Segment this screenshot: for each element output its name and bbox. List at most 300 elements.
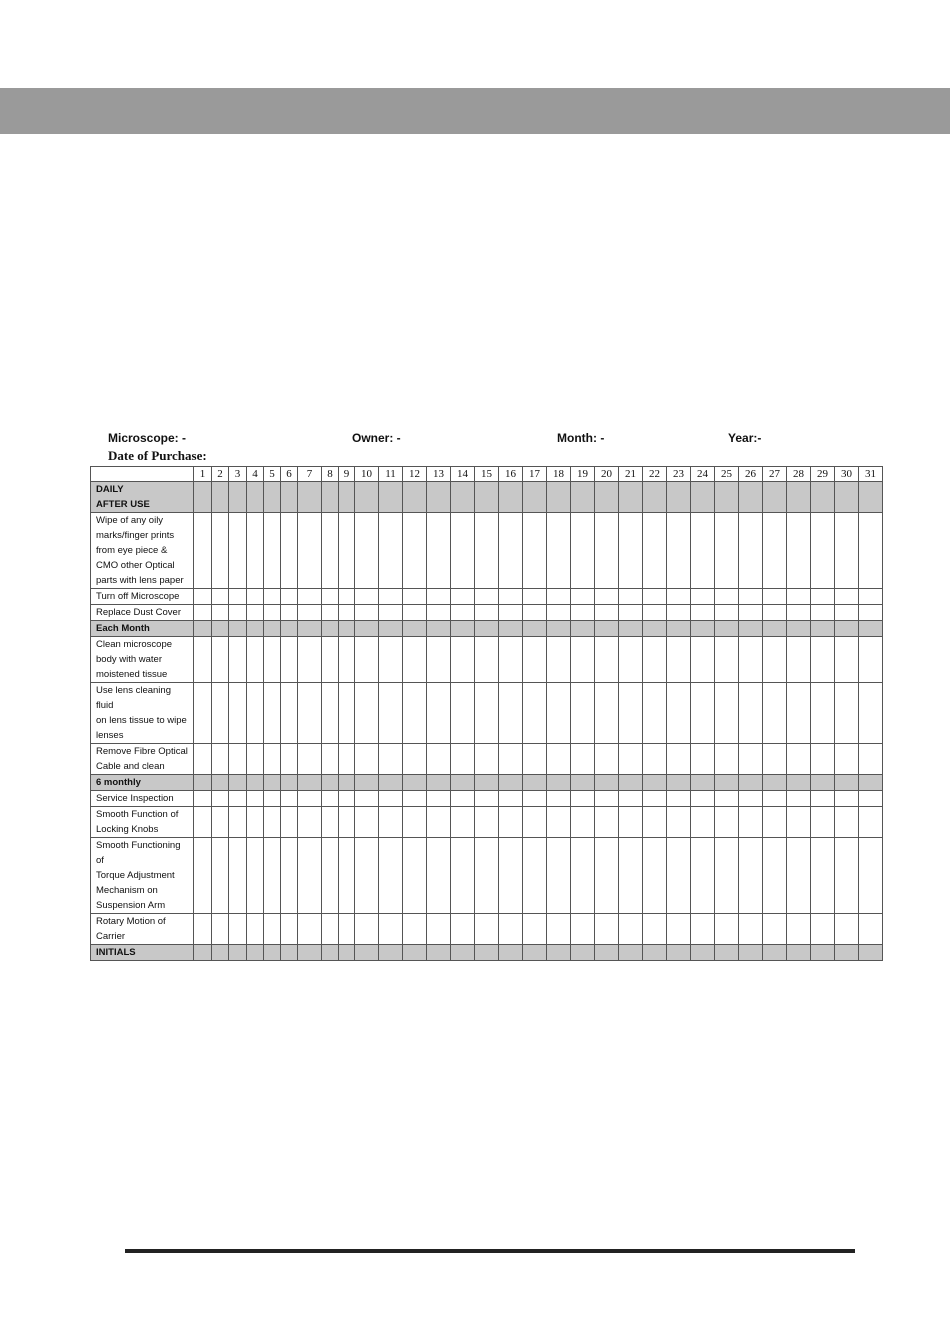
- check-cell[interactable]: [264, 513, 281, 589]
- check-cell[interactable]: [691, 589, 715, 605]
- check-cell[interactable]: [339, 683, 355, 744]
- check-cell[interactable]: [427, 914, 451, 945]
- check-cell[interactable]: [667, 683, 691, 744]
- check-cell[interactable]: [523, 683, 547, 744]
- check-cell[interactable]: [403, 838, 427, 914]
- check-cell[interactable]: [194, 807, 212, 838]
- check-cell[interactable]: [595, 838, 619, 914]
- check-cell[interactable]: [811, 683, 835, 744]
- check-cell[interactable]: [499, 838, 523, 914]
- check-cell[interactable]: [229, 838, 247, 914]
- check-cell[interactable]: [811, 838, 835, 914]
- check-cell[interactable]: [715, 605, 739, 621]
- check-cell[interactable]: [715, 791, 739, 807]
- check-cell[interactable]: [547, 605, 571, 621]
- check-cell[interactable]: [763, 683, 787, 744]
- check-cell[interactable]: [571, 914, 595, 945]
- check-cell[interactable]: [595, 513, 619, 589]
- check-cell[interactable]: [499, 513, 523, 589]
- check-cell[interactable]: [763, 605, 787, 621]
- check-cell[interactable]: [715, 914, 739, 945]
- check-cell[interactable]: [298, 589, 322, 605]
- check-cell[interactable]: [571, 513, 595, 589]
- check-cell[interactable]: [571, 807, 595, 838]
- check-cell[interactable]: [811, 807, 835, 838]
- check-cell[interactable]: [715, 513, 739, 589]
- check-cell[interactable]: [339, 589, 355, 605]
- check-cell[interactable]: [787, 838, 811, 914]
- check-cell[interactable]: [547, 807, 571, 838]
- check-cell[interactable]: [739, 744, 763, 775]
- check-cell[interactable]: [355, 637, 379, 683]
- check-cell[interactable]: [499, 791, 523, 807]
- check-cell[interactable]: [247, 807, 264, 838]
- check-cell[interactable]: [643, 683, 667, 744]
- check-cell[interactable]: [859, 637, 883, 683]
- check-cell[interactable]: [403, 791, 427, 807]
- check-cell[interactable]: [379, 791, 403, 807]
- check-cell[interactable]: [339, 914, 355, 945]
- check-cell[interactable]: [499, 683, 523, 744]
- check-cell[interactable]: [643, 791, 667, 807]
- check-cell[interactable]: [427, 589, 451, 605]
- check-cell[interactable]: [739, 838, 763, 914]
- check-cell[interactable]: [451, 744, 475, 775]
- check-cell[interactable]: [811, 791, 835, 807]
- check-cell[interactable]: [499, 914, 523, 945]
- check-cell[interactable]: [547, 791, 571, 807]
- check-cell[interactable]: [643, 807, 667, 838]
- check-cell[interactable]: [667, 807, 691, 838]
- check-cell[interactable]: [715, 744, 739, 775]
- check-cell[interactable]: [499, 589, 523, 605]
- check-cell[interactable]: [475, 683, 499, 744]
- check-cell[interactable]: [715, 589, 739, 605]
- check-cell[interactable]: [264, 791, 281, 807]
- check-cell[interactable]: [212, 637, 229, 683]
- check-cell[interactable]: [339, 791, 355, 807]
- check-cell[interactable]: [499, 637, 523, 683]
- check-cell[interactable]: [643, 605, 667, 621]
- check-cell[interactable]: [247, 605, 264, 621]
- check-cell[interactable]: [619, 791, 643, 807]
- check-cell[interactable]: [859, 791, 883, 807]
- check-cell[interactable]: [427, 637, 451, 683]
- check-cell[interactable]: [264, 807, 281, 838]
- check-cell[interactable]: [691, 605, 715, 621]
- check-cell[interactable]: [763, 589, 787, 605]
- check-cell[interactable]: [229, 791, 247, 807]
- check-cell[interactable]: [547, 914, 571, 945]
- check-cell[interactable]: [475, 605, 499, 621]
- check-cell[interactable]: [571, 744, 595, 775]
- check-cell[interactable]: [523, 807, 547, 838]
- check-cell[interactable]: [247, 914, 264, 945]
- check-cell[interactable]: [229, 513, 247, 589]
- check-cell[interactable]: [194, 914, 212, 945]
- check-cell[interactable]: [379, 914, 403, 945]
- check-cell[interactable]: [523, 791, 547, 807]
- check-cell[interactable]: [403, 683, 427, 744]
- check-cell[interactable]: [763, 791, 787, 807]
- check-cell[interactable]: [547, 744, 571, 775]
- check-cell[interactable]: [859, 589, 883, 605]
- check-cell[interactable]: [811, 513, 835, 589]
- check-cell[interactable]: [859, 807, 883, 838]
- check-cell[interactable]: [475, 838, 499, 914]
- check-cell[interactable]: [475, 791, 499, 807]
- check-cell[interactable]: [355, 513, 379, 589]
- check-cell[interactable]: [247, 589, 264, 605]
- check-cell[interactable]: [643, 637, 667, 683]
- check-cell[interactable]: [322, 838, 339, 914]
- check-cell[interactable]: [298, 605, 322, 621]
- check-cell[interactable]: [787, 791, 811, 807]
- check-cell[interactable]: [739, 807, 763, 838]
- check-cell[interactable]: [229, 744, 247, 775]
- check-cell[interactable]: [229, 683, 247, 744]
- check-cell[interactable]: [619, 914, 643, 945]
- check-cell[interactable]: [264, 637, 281, 683]
- check-cell[interactable]: [264, 914, 281, 945]
- check-cell[interactable]: [451, 637, 475, 683]
- check-cell[interactable]: [322, 683, 339, 744]
- check-cell[interactable]: [247, 838, 264, 914]
- check-cell[interactable]: [547, 838, 571, 914]
- check-cell[interactable]: [379, 744, 403, 775]
- check-cell[interactable]: [859, 605, 883, 621]
- check-cell[interactable]: [763, 637, 787, 683]
- check-cell[interactable]: [523, 838, 547, 914]
- check-cell[interactable]: [667, 589, 691, 605]
- check-cell[interactable]: [523, 914, 547, 945]
- check-cell[interactable]: [835, 914, 859, 945]
- check-cell[interactable]: [835, 637, 859, 683]
- check-cell[interactable]: [281, 838, 298, 914]
- check-cell[interactable]: [322, 791, 339, 807]
- check-cell[interactable]: [298, 683, 322, 744]
- check-cell[interactable]: [571, 791, 595, 807]
- check-cell[interactable]: [355, 744, 379, 775]
- check-cell[interactable]: [212, 791, 229, 807]
- check-cell[interactable]: [379, 807, 403, 838]
- check-cell[interactable]: [264, 744, 281, 775]
- check-cell[interactable]: [451, 589, 475, 605]
- check-cell[interactable]: [763, 914, 787, 945]
- check-cell[interactable]: [619, 589, 643, 605]
- check-cell[interactable]: [339, 513, 355, 589]
- check-cell[interactable]: [264, 683, 281, 744]
- check-cell[interactable]: [322, 637, 339, 683]
- check-cell[interactable]: [787, 807, 811, 838]
- check-cell[interactable]: [247, 683, 264, 744]
- check-cell[interactable]: [475, 914, 499, 945]
- check-cell[interactable]: [835, 605, 859, 621]
- check-cell[interactable]: [691, 838, 715, 914]
- check-cell[interactable]: [322, 513, 339, 589]
- check-cell[interactable]: [691, 637, 715, 683]
- check-cell[interactable]: [667, 605, 691, 621]
- check-cell[interactable]: [619, 683, 643, 744]
- check-cell[interactable]: [403, 637, 427, 683]
- check-cell[interactable]: [643, 744, 667, 775]
- check-cell[interactable]: [763, 744, 787, 775]
- check-cell[interactable]: [691, 683, 715, 744]
- check-cell[interactable]: [571, 637, 595, 683]
- check-cell[interactable]: [281, 807, 298, 838]
- check-cell[interactable]: [281, 637, 298, 683]
- check-cell[interactable]: [739, 589, 763, 605]
- check-cell[interactable]: [571, 683, 595, 744]
- check-cell[interactable]: [571, 838, 595, 914]
- check-cell[interactable]: [835, 744, 859, 775]
- check-cell[interactable]: [212, 589, 229, 605]
- check-cell[interactable]: [194, 605, 212, 621]
- check-cell[interactable]: [667, 838, 691, 914]
- check-cell[interactable]: [739, 791, 763, 807]
- check-cell[interactable]: [264, 838, 281, 914]
- check-cell[interactable]: [475, 807, 499, 838]
- check-cell[interactable]: [787, 914, 811, 945]
- check-cell[interactable]: [229, 914, 247, 945]
- check-cell[interactable]: [595, 637, 619, 683]
- check-cell[interactable]: [322, 589, 339, 605]
- check-cell[interactable]: [194, 744, 212, 775]
- check-cell[interactable]: [787, 605, 811, 621]
- check-cell[interactable]: [281, 605, 298, 621]
- check-cell[interactable]: [451, 838, 475, 914]
- check-cell[interactable]: [281, 513, 298, 589]
- check-cell[interactable]: [229, 807, 247, 838]
- check-cell[interactable]: [298, 914, 322, 945]
- check-cell[interactable]: [667, 513, 691, 589]
- check-cell[interactable]: [212, 838, 229, 914]
- check-cell[interactable]: [667, 791, 691, 807]
- check-cell[interactable]: [619, 744, 643, 775]
- check-cell[interactable]: [339, 637, 355, 683]
- check-cell[interactable]: [379, 513, 403, 589]
- check-cell[interactable]: [247, 744, 264, 775]
- check-cell[interactable]: [194, 791, 212, 807]
- check-cell[interactable]: [595, 807, 619, 838]
- check-cell[interactable]: [787, 589, 811, 605]
- check-cell[interactable]: [229, 637, 247, 683]
- check-cell[interactable]: [787, 683, 811, 744]
- check-cell[interactable]: [691, 791, 715, 807]
- check-cell[interactable]: [298, 838, 322, 914]
- check-cell[interactable]: [859, 914, 883, 945]
- check-cell[interactable]: [859, 683, 883, 744]
- check-cell[interactable]: [451, 605, 475, 621]
- check-cell[interactable]: [643, 914, 667, 945]
- check-cell[interactable]: [281, 744, 298, 775]
- check-cell[interactable]: [427, 513, 451, 589]
- check-cell[interactable]: [499, 807, 523, 838]
- check-cell[interactable]: [403, 605, 427, 621]
- check-cell[interactable]: [859, 744, 883, 775]
- check-cell[interactable]: [322, 807, 339, 838]
- check-cell[interactable]: [427, 791, 451, 807]
- check-cell[interactable]: [451, 513, 475, 589]
- check-cell[interactable]: [811, 914, 835, 945]
- check-cell[interactable]: [298, 637, 322, 683]
- check-cell[interactable]: [379, 683, 403, 744]
- check-cell[interactable]: [247, 791, 264, 807]
- check-cell[interactable]: [619, 838, 643, 914]
- check-cell[interactable]: [619, 637, 643, 683]
- check-cell[interactable]: [339, 605, 355, 621]
- check-cell[interactable]: [787, 513, 811, 589]
- check-cell[interactable]: [547, 683, 571, 744]
- check-cell[interactable]: [427, 683, 451, 744]
- check-cell[interactable]: [212, 683, 229, 744]
- check-cell[interactable]: [403, 807, 427, 838]
- check-cell[interactable]: [523, 589, 547, 605]
- check-cell[interactable]: [715, 683, 739, 744]
- check-cell[interactable]: [379, 637, 403, 683]
- check-cell[interactable]: [379, 838, 403, 914]
- check-cell[interactable]: [595, 589, 619, 605]
- check-cell[interactable]: [427, 838, 451, 914]
- check-cell[interactable]: [298, 807, 322, 838]
- check-cell[interactable]: [403, 589, 427, 605]
- check-cell[interactable]: [811, 744, 835, 775]
- check-cell[interactable]: [835, 807, 859, 838]
- check-cell[interactable]: [811, 589, 835, 605]
- check-cell[interactable]: [451, 791, 475, 807]
- check-cell[interactable]: [499, 605, 523, 621]
- check-cell[interactable]: [212, 914, 229, 945]
- check-cell[interactable]: [571, 605, 595, 621]
- check-cell[interactable]: [281, 791, 298, 807]
- check-cell[interactable]: [835, 589, 859, 605]
- check-cell[interactable]: [247, 637, 264, 683]
- check-cell[interactable]: [619, 807, 643, 838]
- check-cell[interactable]: [194, 637, 212, 683]
- check-cell[interactable]: [322, 914, 339, 945]
- check-cell[interactable]: [595, 605, 619, 621]
- check-cell[interactable]: [691, 744, 715, 775]
- check-cell[interactable]: [715, 838, 739, 914]
- check-cell[interactable]: [322, 605, 339, 621]
- check-cell[interactable]: [619, 605, 643, 621]
- check-cell[interactable]: [194, 513, 212, 589]
- check-cell[interactable]: [715, 637, 739, 683]
- check-cell[interactable]: [739, 683, 763, 744]
- check-cell[interactable]: [281, 589, 298, 605]
- check-cell[interactable]: [379, 605, 403, 621]
- check-cell[interactable]: [298, 744, 322, 775]
- check-cell[interactable]: [835, 791, 859, 807]
- check-cell[interactable]: [547, 513, 571, 589]
- check-cell[interactable]: [212, 744, 229, 775]
- check-cell[interactable]: [355, 914, 379, 945]
- check-cell[interactable]: [859, 838, 883, 914]
- check-cell[interactable]: [355, 589, 379, 605]
- check-cell[interactable]: [229, 605, 247, 621]
- check-cell[interactable]: [403, 744, 427, 775]
- check-cell[interactable]: [355, 807, 379, 838]
- check-cell[interactable]: [835, 683, 859, 744]
- check-cell[interactable]: [811, 637, 835, 683]
- check-cell[interactable]: [194, 589, 212, 605]
- check-cell[interactable]: [427, 605, 451, 621]
- check-cell[interactable]: [355, 605, 379, 621]
- check-cell[interactable]: [715, 807, 739, 838]
- check-cell[interactable]: [475, 589, 499, 605]
- check-cell[interactable]: [523, 744, 547, 775]
- check-cell[interactable]: [403, 513, 427, 589]
- check-cell[interactable]: [355, 683, 379, 744]
- check-cell[interactable]: [643, 838, 667, 914]
- check-cell[interactable]: [739, 914, 763, 945]
- check-cell[interactable]: [739, 605, 763, 621]
- check-cell[interactable]: [475, 744, 499, 775]
- check-cell[interactable]: [427, 807, 451, 838]
- check-cell[interactable]: [811, 605, 835, 621]
- check-cell[interactable]: [379, 589, 403, 605]
- check-cell[interactable]: [355, 791, 379, 807]
- check-cell[interactable]: [194, 683, 212, 744]
- check-cell[interactable]: [595, 791, 619, 807]
- check-cell[interactable]: [298, 513, 322, 589]
- check-cell[interactable]: [691, 914, 715, 945]
- check-cell[interactable]: [281, 914, 298, 945]
- check-cell[interactable]: [212, 807, 229, 838]
- check-cell[interactable]: [739, 637, 763, 683]
- check-cell[interactable]: [194, 838, 212, 914]
- check-cell[interactable]: [475, 513, 499, 589]
- check-cell[interactable]: [667, 914, 691, 945]
- check-cell[interactable]: [451, 914, 475, 945]
- check-cell[interactable]: [475, 637, 499, 683]
- check-cell[interactable]: [691, 513, 715, 589]
- check-cell[interactable]: [595, 744, 619, 775]
- check-cell[interactable]: [451, 683, 475, 744]
- check-cell[interactable]: [859, 513, 883, 589]
- check-cell[interactable]: [322, 744, 339, 775]
- check-cell[interactable]: [595, 683, 619, 744]
- check-cell[interactable]: [339, 838, 355, 914]
- check-cell[interactable]: [281, 683, 298, 744]
- check-cell[interactable]: [787, 744, 811, 775]
- check-cell[interactable]: [667, 744, 691, 775]
- check-cell[interactable]: [339, 744, 355, 775]
- check-cell[interactable]: [212, 513, 229, 589]
- check-cell[interactable]: [547, 589, 571, 605]
- check-cell[interactable]: [427, 744, 451, 775]
- check-cell[interactable]: [523, 637, 547, 683]
- check-cell[interactable]: [523, 605, 547, 621]
- check-cell[interactable]: [499, 744, 523, 775]
- check-cell[interactable]: [212, 605, 229, 621]
- check-cell[interactable]: [643, 589, 667, 605]
- check-cell[interactable]: [339, 807, 355, 838]
- check-cell[interactable]: [451, 807, 475, 838]
- check-cell[interactable]: [643, 513, 667, 589]
- check-cell[interactable]: [787, 637, 811, 683]
- check-cell[interactable]: [763, 807, 787, 838]
- check-cell[interactable]: [739, 513, 763, 589]
- check-cell[interactable]: [571, 589, 595, 605]
- check-cell[interactable]: [298, 791, 322, 807]
- check-cell[interactable]: [835, 513, 859, 589]
- check-cell[interactable]: [667, 637, 691, 683]
- check-cell[interactable]: [763, 513, 787, 589]
- check-cell[interactable]: [247, 513, 264, 589]
- check-cell[interactable]: [264, 605, 281, 621]
- check-cell[interactable]: [835, 838, 859, 914]
